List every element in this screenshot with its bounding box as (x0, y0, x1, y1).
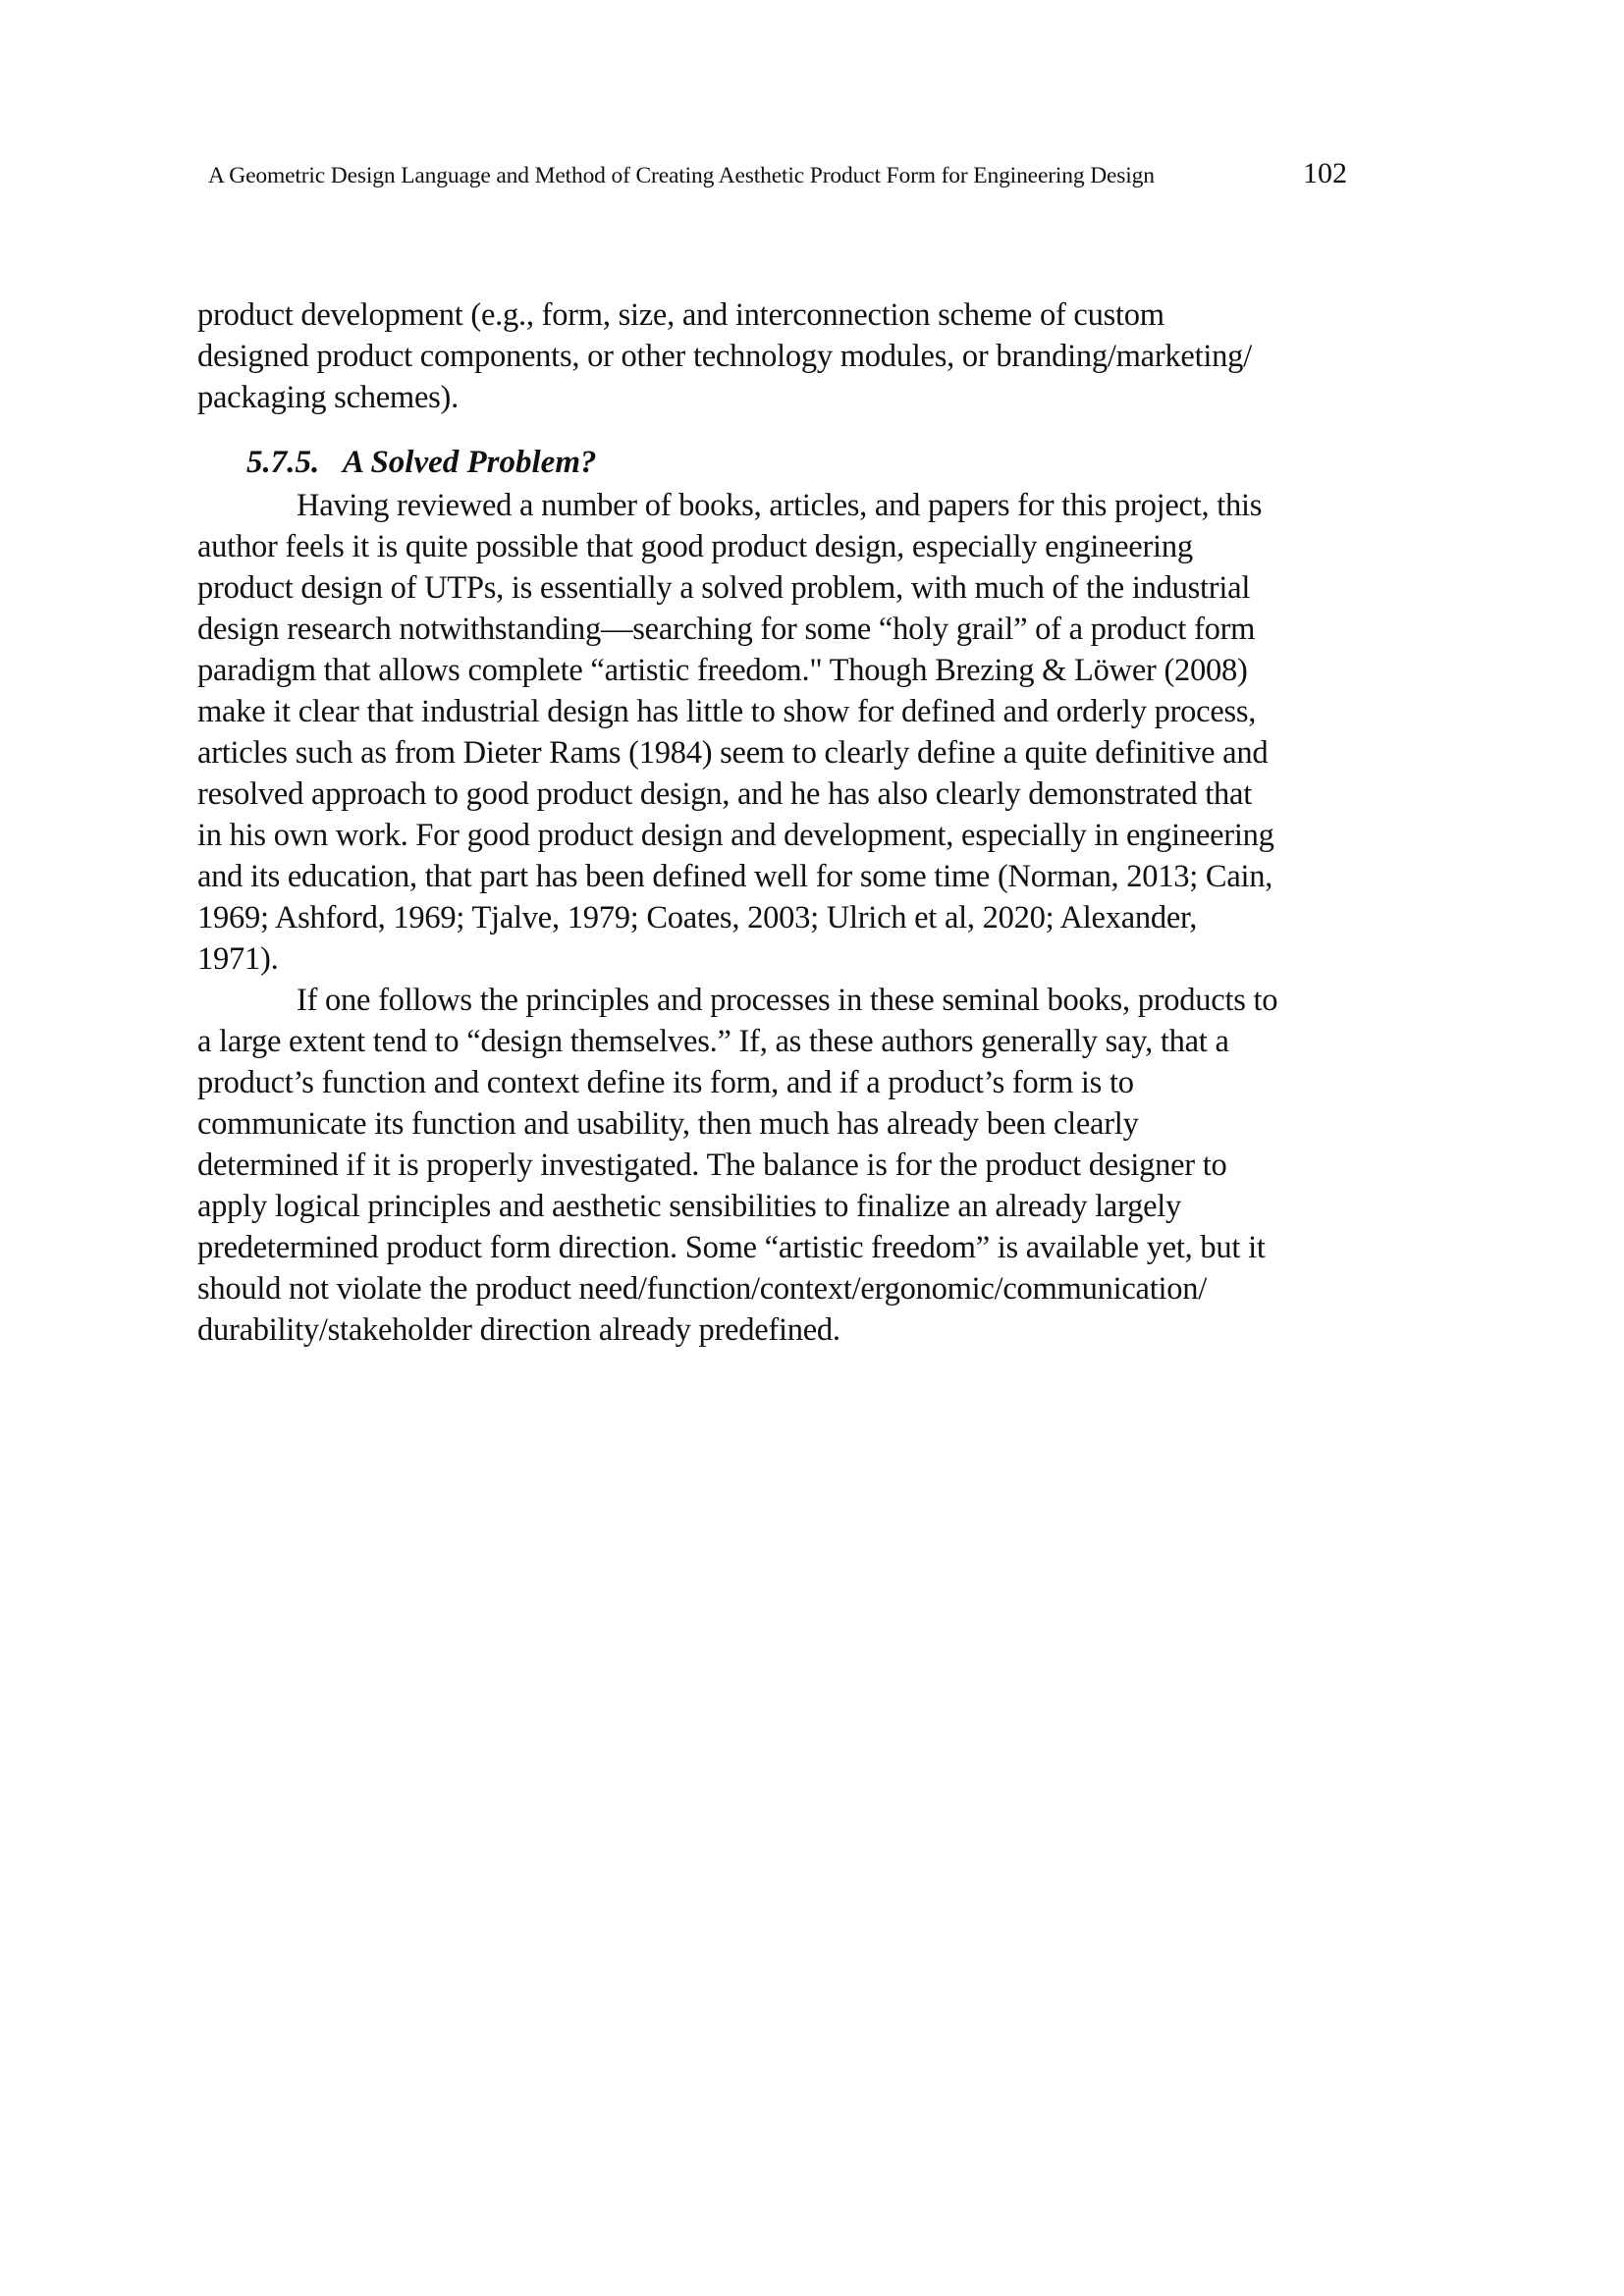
text-line: a large extent tend to “design themselves.” If, as these authors generally say, that a (197, 1024, 1229, 1059)
text-line: packaging schemes). (197, 380, 459, 415)
running-title: A Geometric Design Language and Method of Creating Aesthetic Product Form for Engineering Design (208, 163, 1155, 188)
text-line: predetermined product form direction. Some “artistic freedom” is available yet, but it (197, 1230, 1266, 1265)
text-line: product’s function and context define its form, and if a product’s form is to (197, 1065, 1134, 1100)
text-line: design research notwithstanding—searching for some “holy grail” of a product form (197, 612, 1256, 647)
text-line: 1971). (197, 941, 279, 977)
text-line: durability/stakeholder direction already predefined. (197, 1312, 840, 1348)
text-line: paradigm that allows complete “artistic freedom." Though Brezing & Löwer (2008) (197, 653, 1248, 688)
paragraph (197, 980, 1336, 1351)
text-line: product design of UTPs, is essentially a solved problem, with much of the industrial (197, 570, 1251, 606)
text-line: If one follows the principles and processes in these seminal books, products to (297, 983, 1278, 1018)
page-number: 102 (1303, 157, 1347, 189)
text-line: author feels it is quite possible that good product design, especially engineering (197, 529, 1193, 564)
text-line: determined if it is properly investigated. The balance is for the product designer to (197, 1148, 1227, 1183)
running-header (208, 157, 1347, 196)
text-line: designed product components, or other technology modules, or branding/marketing/ (197, 339, 1252, 374)
body-text (197, 294, 1336, 1351)
text-line: should not violate the product need/function/context/ergonomic/communication/ (197, 1271, 1208, 1307)
paragraph-continued (197, 294, 1336, 418)
text-line: resolved approach to good product design, and he has also clearly demonstrated that (197, 776, 1252, 812)
text-line: articles such as from Dieter Rams (1984) seem to clearly define a quite definitive and (197, 735, 1269, 771)
text-line: make it clear that industrial design has little to show for defined and orderly process, (197, 694, 1257, 729)
text-line: communicate its function and usability, then much has already been clearly (197, 1106, 1139, 1142)
text-line: and its education, that part has been defined well for some time (Norman, 2013; Cain, (197, 859, 1273, 894)
section-heading (197, 440, 1336, 485)
text-line: 1969; Ashford, 1969; Tjalve, 1979; Coates, 2003; Ulrich et al, 2020; Alexander, (197, 900, 1198, 935)
text-line: product development (e.g., form, size, and interconnection scheme of custom (197, 297, 1164, 333)
section-number: 5.7.5. (246, 445, 320, 480)
text-line: in his own work. For good product design and development, especially in engineering (197, 818, 1274, 853)
section-title: A Solved Problem? (343, 445, 597, 480)
paragraph (197, 485, 1336, 980)
text-line: apply logical principles and aesthetic sensibilities to finalize an already largely (197, 1189, 1182, 1224)
text-line: Having reviewed a number of books, articles, and papers for this project, this (297, 488, 1263, 523)
